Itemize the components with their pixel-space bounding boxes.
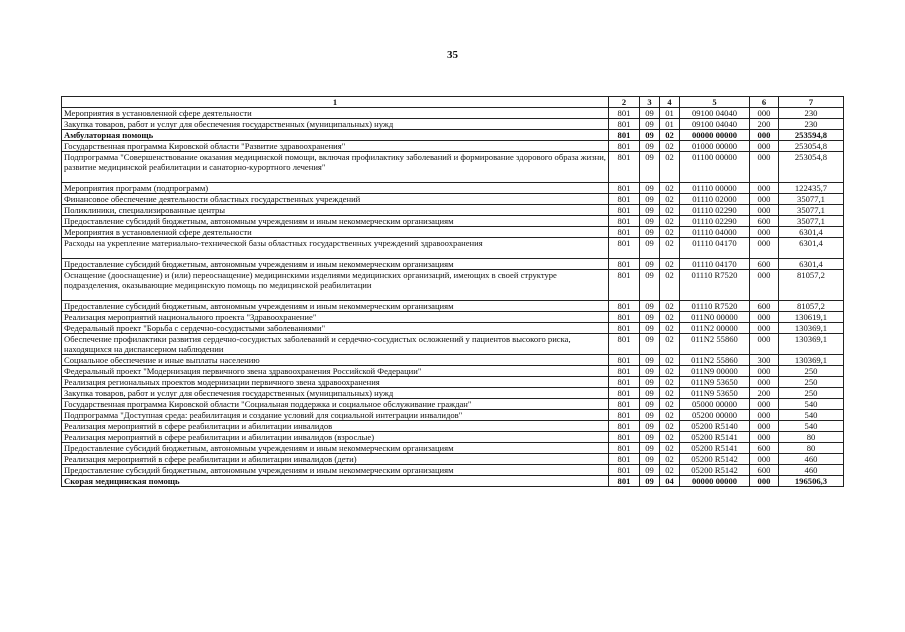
table-row xyxy=(62,108,844,119)
cell-amount: 122435,7 xyxy=(779,183,844,194)
cell-name: Реализация мероприятий национального проекта "Здравоохранение" xyxy=(62,312,609,323)
cell-amount: 460 xyxy=(779,465,844,476)
cell-code-5: 01100 00000 xyxy=(680,152,750,183)
cell-amount: 253594,8 xyxy=(779,130,844,141)
cell-amount: 253054,8 xyxy=(779,141,844,152)
cell-code-4: 02 xyxy=(660,259,680,270)
cell-name: Мероприятия в установленной сфере деятельности xyxy=(62,108,609,119)
cell-code-6: 300 xyxy=(750,355,779,366)
cell-name: Оснащение (дооснащение) и (или) переоснащение) медицинскими изделиями медицинских организаций, имеющих в своей структуре подразделения, оказывающие медицинскую помощь по медицинской реабилитации xyxy=(62,270,609,301)
cell-amount: 540 xyxy=(779,410,844,421)
cell-code-4: 02 xyxy=(660,421,680,432)
cell-amount: 230 xyxy=(779,108,844,119)
cell-code-6: 000 xyxy=(750,130,779,141)
cell-code-6: 000 xyxy=(750,194,779,205)
cell-code-4: 02 xyxy=(660,323,680,334)
cell-code-5: 01110 04170 xyxy=(680,238,750,259)
cell-code-5: 05200 R5140 xyxy=(680,421,750,432)
cell-amount: 35077,1 xyxy=(779,194,844,205)
table-row xyxy=(62,410,844,421)
cell-code-3: 09 xyxy=(640,119,660,130)
cell-code-4: 02 xyxy=(660,432,680,443)
cell-code-5: 05200 00000 xyxy=(680,410,750,421)
cell-name: Социальное обеспечение и иные выплаты населению xyxy=(62,355,609,366)
cell-name: Мероприятия в установленной сфере деятельности xyxy=(62,227,609,238)
table-row xyxy=(62,119,844,130)
cell-amount: 80 xyxy=(779,432,844,443)
cell-name: Амбулаторная помощь xyxy=(62,130,609,141)
cell-code-3: 09 xyxy=(640,270,660,301)
cell-code-3: 09 xyxy=(640,152,660,183)
cell-code-5: 05200 R5141 xyxy=(680,432,750,443)
cell-code-3: 09 xyxy=(640,366,660,377)
cell-code-6: 000 xyxy=(750,334,779,355)
cell-code-3: 09 xyxy=(640,410,660,421)
cell-code-5: 05200 R5142 xyxy=(680,465,750,476)
cell-code-5: 09100 04040 xyxy=(680,119,750,130)
cell-code-4: 02 xyxy=(660,227,680,238)
cell-amount: 460 xyxy=(779,454,844,465)
cell-code-3: 09 xyxy=(640,355,660,366)
cell-name: Мероприятия программ (подпрограмм) xyxy=(62,183,609,194)
cell-code-3: 09 xyxy=(640,399,660,410)
cell-code-6: 000 xyxy=(750,399,779,410)
cell-name: Предоставление субсидий бюджетным, автономным учреждениям и иным некоммерческим организациям xyxy=(62,216,609,227)
cell-code-2: 801 xyxy=(609,377,640,388)
cell-code-4: 02 xyxy=(660,443,680,454)
cell-code-4: 02 xyxy=(660,334,680,355)
table-row xyxy=(62,476,844,487)
cell-amount: 130369,1 xyxy=(779,334,844,355)
cell-code-5: 011N0 00000 xyxy=(680,312,750,323)
cell-code-2: 801 xyxy=(609,141,640,152)
cell-code-4: 02 xyxy=(660,130,680,141)
cell-code-5: 01110 02000 xyxy=(680,194,750,205)
cell-code-3: 09 xyxy=(640,216,660,227)
cell-name: Реализация мероприятий в сфере реабилитации и абилитации инвалидов (дети) xyxy=(62,454,609,465)
cell-name: Федеральный проект "Модернизация первичного звена здравоохранения Российской Федерации" xyxy=(62,366,609,377)
cell-name: Предоставление субсидий бюджетным, автономным учреждениям и иным некоммерческим организациям xyxy=(62,259,609,270)
cell-code-2: 801 xyxy=(609,334,640,355)
cell-code-5: 011N9 53650 xyxy=(680,377,750,388)
table-row xyxy=(62,270,844,301)
table-row xyxy=(62,355,844,366)
cell-amount: 540 xyxy=(779,421,844,432)
cell-code-5: 00000 00000 xyxy=(680,476,750,487)
table-row xyxy=(62,259,844,270)
cell-code-3: 09 xyxy=(640,465,660,476)
cell-code-5: 01110 04000 xyxy=(680,227,750,238)
cell-code-4: 02 xyxy=(660,152,680,183)
cell-code-3: 09 xyxy=(640,205,660,216)
cell-code-2: 801 xyxy=(609,227,640,238)
cell-code-6: 600 xyxy=(750,465,779,476)
cell-amount: 250 xyxy=(779,366,844,377)
cell-code-2: 801 xyxy=(609,194,640,205)
cell-code-3: 09 xyxy=(640,377,660,388)
cell-code-3: 09 xyxy=(640,476,660,487)
cell-code-6: 000 xyxy=(750,227,779,238)
cell-code-2: 801 xyxy=(609,312,640,323)
cell-code-6: 000 xyxy=(750,432,779,443)
cell-code-3: 09 xyxy=(640,183,660,194)
cell-code-2: 801 xyxy=(609,152,640,183)
cell-code-6: 000 xyxy=(750,377,779,388)
cell-code-6: 000 xyxy=(750,238,779,259)
column-header-7: 7 xyxy=(779,97,844,108)
cell-code-5: 011N2 00000 xyxy=(680,323,750,334)
table-row xyxy=(62,152,844,183)
table-row xyxy=(62,205,844,216)
cell-name: Реализация региональных проектов модернизации первичного звена здравоохранения xyxy=(62,377,609,388)
cell-code-6: 600 xyxy=(750,301,779,312)
cell-amount: 6301,4 xyxy=(779,227,844,238)
cell-code-2: 801 xyxy=(609,130,640,141)
cell-code-2: 801 xyxy=(609,238,640,259)
cell-name: Предоставление субсидий бюджетным, автономным учреждениям и иным некоммерческим организациям xyxy=(62,443,609,454)
cell-amount: 80 xyxy=(779,443,844,454)
table-row xyxy=(62,194,844,205)
cell-code-4: 02 xyxy=(660,399,680,410)
cell-code-5: 01110 00000 xyxy=(680,183,750,194)
table-body xyxy=(62,108,844,487)
cell-amount: 81057,2 xyxy=(779,270,844,301)
cell-amount: 250 xyxy=(779,388,844,399)
cell-code-6: 000 xyxy=(750,312,779,323)
cell-code-6: 000 xyxy=(750,108,779,119)
cell-code-5: 01110 04170 xyxy=(680,259,750,270)
cell-code-2: 801 xyxy=(609,476,640,487)
table-row xyxy=(62,454,844,465)
page-number: 35 xyxy=(447,49,458,61)
cell-code-4: 04 xyxy=(660,476,680,487)
cell-code-4: 02 xyxy=(660,205,680,216)
cell-code-6: 000 xyxy=(750,270,779,301)
table-row xyxy=(62,183,844,194)
cell-amount: 130619,1 xyxy=(779,312,844,323)
cell-code-6: 200 xyxy=(750,119,779,130)
table-row xyxy=(62,465,844,476)
table-row xyxy=(62,301,844,312)
table-row xyxy=(62,238,844,259)
cell-code-6: 000 xyxy=(750,454,779,465)
table-row xyxy=(62,388,844,399)
cell-code-2: 801 xyxy=(609,216,640,227)
cell-code-5: 09100 04040 xyxy=(680,108,750,119)
table-row xyxy=(62,432,844,443)
cell-code-5: 05200 R5141 xyxy=(680,443,750,454)
cell-code-4: 01 xyxy=(660,108,680,119)
cell-code-4: 02 xyxy=(660,301,680,312)
cell-code-2: 801 xyxy=(609,323,640,334)
cell-code-4: 02 xyxy=(660,377,680,388)
cell-code-2: 801 xyxy=(609,259,640,270)
table-row xyxy=(62,130,844,141)
column-header-4: 4 xyxy=(660,97,680,108)
cell-code-4: 02 xyxy=(660,312,680,323)
cell-code-4: 02 xyxy=(660,454,680,465)
cell-code-5: 01000 00000 xyxy=(680,141,750,152)
cell-code-3: 09 xyxy=(640,108,660,119)
cell-code-4: 02 xyxy=(660,410,680,421)
cell-code-5: 01110 02290 xyxy=(680,216,750,227)
cell-code-6: 000 xyxy=(750,183,779,194)
cell-code-3: 09 xyxy=(640,130,660,141)
cell-code-5: 05000 00000 xyxy=(680,399,750,410)
table-row xyxy=(62,334,844,355)
cell-amount: 540 xyxy=(779,399,844,410)
cell-amount: 253054,8 xyxy=(779,152,844,183)
cell-code-2: 801 xyxy=(609,366,640,377)
cell-amount: 35077,1 xyxy=(779,216,844,227)
cell-amount: 196506,3 xyxy=(779,476,844,487)
cell-code-4: 02 xyxy=(660,270,680,301)
cell-code-3: 09 xyxy=(640,227,660,238)
cell-code-2: 801 xyxy=(609,301,640,312)
cell-code-3: 09 xyxy=(640,312,660,323)
cell-amount: 6301,4 xyxy=(779,259,844,270)
table-row xyxy=(62,399,844,410)
budget-table xyxy=(61,96,844,487)
cell-code-6: 000 xyxy=(750,205,779,216)
cell-code-4: 02 xyxy=(660,194,680,205)
table-row xyxy=(62,141,844,152)
cell-code-3: 09 xyxy=(640,194,660,205)
table-row xyxy=(62,312,844,323)
cell-code-4: 02 xyxy=(660,465,680,476)
cell-code-3: 09 xyxy=(640,454,660,465)
cell-code-4: 02 xyxy=(660,141,680,152)
table-row xyxy=(62,377,844,388)
cell-code-6: 000 xyxy=(750,410,779,421)
header-row xyxy=(62,97,844,108)
cell-amount: 35077,1 xyxy=(779,205,844,216)
cell-code-2: 801 xyxy=(609,443,640,454)
cell-name: Закупка товаров, работ и услуг для обеспечения государственных (муниципальных) нужд xyxy=(62,119,609,130)
cell-name: Финансовое обеспечение деятельности областных государственных учреждений xyxy=(62,194,609,205)
cell-code-6: 600 xyxy=(750,259,779,270)
cell-amount: 250 xyxy=(779,377,844,388)
cell-name: Государственная программа Кировской области "Развитие здравоохранения" xyxy=(62,141,609,152)
cell-code-3: 09 xyxy=(640,141,660,152)
cell-name: Подпрограмма "Доступная среда: реабилитация и создание условий для социальной интеграции инвалидов" xyxy=(62,410,609,421)
cell-code-5: 01110 02290 xyxy=(680,205,750,216)
cell-code-4: 02 xyxy=(660,355,680,366)
cell-code-2: 801 xyxy=(609,270,640,301)
cell-code-5: 01110 R7520 xyxy=(680,270,750,301)
cell-code-2: 801 xyxy=(609,454,640,465)
column-header-6: 6 xyxy=(750,97,779,108)
cell-name: Скорая медицинская помощь xyxy=(62,476,609,487)
cell-amount: 81057,2 xyxy=(779,301,844,312)
cell-code-2: 801 xyxy=(609,108,640,119)
cell-name: Подпрограмма "Совершенствование оказания медицинской помощи, включая профилактику заболеваний и формирование здорового образа жизни, развитие медицинской реабилитации и санаторно-курортного лечения" xyxy=(62,152,609,183)
cell-code-2: 801 xyxy=(609,410,640,421)
cell-code-2: 801 xyxy=(609,355,640,366)
cell-name: Закупка товаров, работ и услуг для обеспечения государственных (муниципальных) нужд xyxy=(62,388,609,399)
column-header-2: 2 xyxy=(609,97,640,108)
cell-code-5: 011N2 55860 xyxy=(680,355,750,366)
cell-code-6: 200 xyxy=(750,388,779,399)
cell-code-2: 801 xyxy=(609,119,640,130)
cell-code-3: 09 xyxy=(640,259,660,270)
cell-name: Расходы на укрепление материально-технической базы областных государственных учреждений здравоохранения xyxy=(62,238,609,259)
column-header-3: 3 xyxy=(640,97,660,108)
cell-name: Реализация мероприятий в сфере реабилитации и абилитации инвалидов (взрослые) xyxy=(62,432,609,443)
cell-code-5: 011N9 00000 xyxy=(680,366,750,377)
cell-name: Предоставление субсидий бюджетным, автономным учреждениям и иным некоммерческим организациям xyxy=(62,465,609,476)
cell-code-5: 05200 R5142 xyxy=(680,454,750,465)
cell-code-5: 011N2 55860 xyxy=(680,334,750,355)
cell-code-5: 011N9 53650 xyxy=(680,388,750,399)
cell-code-6: 000 xyxy=(750,421,779,432)
cell-amount: 6301,4 xyxy=(779,238,844,259)
cell-amount: 130369,1 xyxy=(779,355,844,366)
cell-amount: 130369,1 xyxy=(779,323,844,334)
cell-code-6: 600 xyxy=(750,443,779,454)
cell-code-4: 02 xyxy=(660,238,680,259)
table-row xyxy=(62,421,844,432)
cell-amount: 230 xyxy=(779,119,844,130)
cell-code-4: 01 xyxy=(660,119,680,130)
cell-code-6: 600 xyxy=(750,216,779,227)
column-header-5: 5 xyxy=(680,97,750,108)
cell-code-2: 801 xyxy=(609,421,640,432)
cell-code-3: 09 xyxy=(640,238,660,259)
cell-code-2: 801 xyxy=(609,205,640,216)
cell-code-4: 02 xyxy=(660,183,680,194)
column-header-1: 1 xyxy=(62,97,609,108)
cell-code-6: 000 xyxy=(750,366,779,377)
cell-code-3: 09 xyxy=(640,388,660,399)
cell-code-5: 01110 R7520 xyxy=(680,301,750,312)
cell-code-3: 09 xyxy=(640,334,660,355)
cell-code-2: 801 xyxy=(609,432,640,443)
cell-name: Государственная программа Кировской области "Социальная поддержка и социальное обслуживание граждан" xyxy=(62,399,609,410)
cell-code-4: 02 xyxy=(660,216,680,227)
table-row xyxy=(62,227,844,238)
cell-code-6: 000 xyxy=(750,152,779,183)
table-row xyxy=(62,323,844,334)
cell-code-6: 000 xyxy=(750,323,779,334)
table-row xyxy=(62,443,844,454)
cell-code-3: 09 xyxy=(640,432,660,443)
cell-name: Реализация мероприятий в сфере реабилитации и абилитации инвалидов xyxy=(62,421,609,432)
cell-code-2: 801 xyxy=(609,183,640,194)
cell-name: Обеспечение профилактики развития сердечно-сосудистых заболеваний и сердечно-сосудистых осложнений у пациентов высокого риска, находящихся на диспансерном наблюдении xyxy=(62,334,609,355)
cell-code-2: 801 xyxy=(609,465,640,476)
cell-name: Поликлиники, специализированные центры xyxy=(62,205,609,216)
cell-code-3: 09 xyxy=(640,443,660,454)
cell-name: Федеральный проект "Борьба с сердечно-сосудистыми заболеваниями" xyxy=(62,323,609,334)
cell-code-6: 000 xyxy=(750,141,779,152)
cell-name: Предоставление субсидий бюджетным, автономным учреждениям и иным некоммерческим организациям xyxy=(62,301,609,312)
cell-code-4: 02 xyxy=(660,388,680,399)
table-row xyxy=(62,366,844,377)
cell-code-4: 02 xyxy=(660,366,680,377)
cell-code-2: 801 xyxy=(609,388,640,399)
cell-code-6: 000 xyxy=(750,476,779,487)
cell-code-2: 801 xyxy=(609,399,640,410)
cell-code-3: 09 xyxy=(640,421,660,432)
cell-code-3: 09 xyxy=(640,323,660,334)
table-row xyxy=(62,216,844,227)
cell-code-3: 09 xyxy=(640,301,660,312)
cell-code-5: 00000 00000 xyxy=(680,130,750,141)
